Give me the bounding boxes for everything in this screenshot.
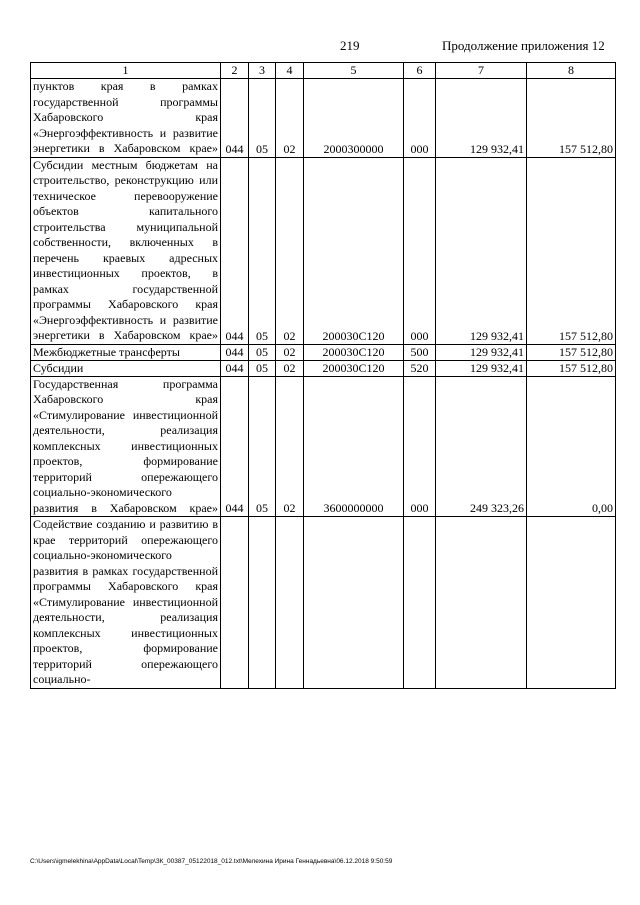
cell-target-item	[304, 517, 404, 689]
cell-section: 05	[249, 360, 276, 376]
row-description: Субсидии	[31, 360, 221, 376]
row-description: Государственная программа Хабаровского края «Стимулирование инвестиционной деятельности, реализация комплексных инвестиционных проектов, формирование территорий опережающего социально-экономического развития в Хабаровском крае»	[31, 376, 221, 517]
cell-amount-2: 157 512,80	[527, 79, 616, 158]
cell-expense-type: 520	[404, 360, 436, 376]
cell-amount-2: 0,00	[527, 376, 616, 517]
cell-target-item: 200030С120	[304, 360, 404, 376]
cell-expense-type	[404, 517, 436, 689]
page-number: 219	[340, 38, 360, 53]
table-row	[31, 517, 616, 689]
cell-amount-2: 157 512,80	[527, 360, 616, 376]
header-row	[31, 63, 616, 79]
cell-section: 05	[249, 157, 276, 344]
cell-target-item: 200030С120	[304, 157, 404, 344]
cell-expense-type: 000	[404, 79, 436, 158]
column-header: 4	[276, 63, 304, 79]
cell-ministry: 044	[221, 376, 249, 517]
cell-amount-1	[436, 517, 527, 689]
row-description: Межбюджетные трансферты	[31, 344, 221, 360]
cell-subsection: 02	[276, 360, 304, 376]
page-caption: Продолжение приложения 12	[442, 38, 605, 53]
budget-table	[30, 62, 616, 689]
cell-subsection: 02	[276, 79, 304, 158]
cell-amount-2: 157 512,80	[527, 157, 616, 344]
cell-amount-1: 129 932,41	[436, 360, 527, 376]
column-header: 3	[249, 63, 276, 79]
table-row	[31, 376, 616, 517]
column-header: 2	[221, 63, 249, 79]
cell-amount-1: 129 932,41	[436, 344, 527, 360]
column-header: 1	[31, 63, 221, 79]
cell-section: 05	[249, 376, 276, 517]
cell-amount-1: 249 323,26	[436, 376, 527, 517]
cell-amount-2	[527, 517, 616, 689]
cell-amount-1: 129 932,41	[436, 157, 527, 344]
cell-section	[249, 517, 276, 689]
cell-ministry: 044	[221, 157, 249, 344]
table-row	[31, 157, 616, 344]
cell-section: 05	[249, 79, 276, 158]
cell-target-item: 200030С120	[304, 344, 404, 360]
cell-ministry: 044	[221, 344, 249, 360]
cell-amount-1: 129 932,41	[436, 79, 527, 158]
column-header: 8	[527, 63, 616, 79]
row-description: пунктов края в рамках государственной программы Хабаровского края «Энергоэффективность и развитие энергетики в Хабаровском крае»	[31, 79, 221, 158]
cell-ministry	[221, 517, 249, 689]
cell-ministry: 044	[221, 360, 249, 376]
row-description: Субсидии местным бюджетам на строительство, реконструкцию или техническое перевооружение объектов капитального строительства муниципальной собственности, включенных в перечень краевых адресных инвестиционных проектов, в рамках государственной программы Хабаровского края «Энергоэффективность и развитие энергетики в Хабаровском крае»	[31, 157, 221, 344]
cell-amount-2: 157 512,80	[527, 344, 616, 360]
table-row	[31, 344, 616, 360]
cell-target-item: 2000300000	[304, 79, 404, 158]
cell-subsection: 02	[276, 344, 304, 360]
table-row	[31, 360, 616, 376]
cell-target-item: 3600000000	[304, 376, 404, 517]
cell-section: 05	[249, 344, 276, 360]
cell-expense-type: 500	[404, 344, 436, 360]
cell-subsection: 02	[276, 376, 304, 517]
cell-subsection	[276, 517, 304, 689]
cell-ministry: 044	[221, 79, 249, 158]
row-description: Содействие созданию и развитию в крае территорий опережающего социально-экономического развития в рамках государственной программы Хабаровского края «Стимулирование инвестиционной деятельности, реализация комплексных инвестиционных проектов, формирование территорий опережающего социально-	[31, 517, 221, 689]
column-header: 6	[404, 63, 436, 79]
column-header: 5	[304, 63, 404, 79]
table-row	[31, 79, 616, 158]
cell-expense-type: 000	[404, 157, 436, 344]
cell-expense-type: 000	[404, 376, 436, 517]
file-path-footer: C:\Users\igmelekhina\AppData\Local\Temp\ЗК_00387_05122018_012.txt\Мелехина Ирина Геннадьевна\06.12.2018 9:50:59	[30, 858, 393, 865]
cell-subsection: 02	[276, 157, 304, 344]
column-header: 7	[436, 63, 527, 79]
